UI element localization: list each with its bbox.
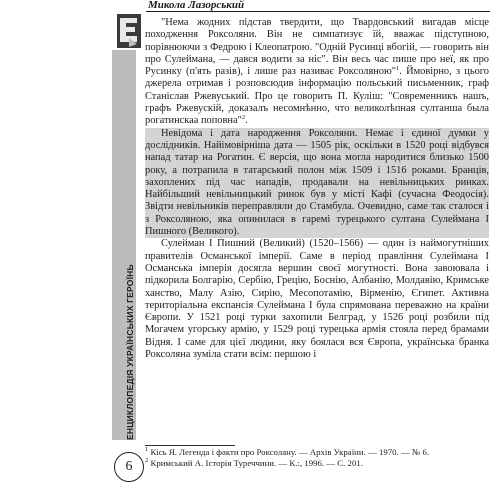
paragraph-1-part-1: "Нема жодних підстав твердити, що Твардовський вигадав місце походження Роксоляни. Він не симпатизує їй, вважає підступною, порівнюючи з Федрою і Клеопатрою. "Одній Русинці вбогій, — говорить він про Сулеймана, — дався водити за ніс". Він весь час пише про неї, як про Русинку (п'ять разів), і лише раз називає Роксоляною" [145,17,489,78]
footnotes [145,447,489,469]
footnote-2-text: Кримський А. Історія Туреччини. — К.:, 1996. — С. 201. [150,458,363,468]
paragraph-1 [145,17,489,128]
header-rule [146,11,490,12]
paragraph-2: Невідома і дата народження Роксоляни. Немає і єдиної думки у дослідників. Найімовірніша дата — 1505 рік, оскільки в 1520 році відбувся напад татар на Рогатин. Є версія, що вона могла народитися близько 1500 року, а потрапила в татарський полон між 1509 і 1516 роками. Бранців, захоплених під час нападів, продавали на невільницьких ринках. Найбільший невільницький ринок був у місті Кафі (сучасна Феодосія). Звідти невільників переправляли до Стамбула. Очевидно, саме так сталося і з Роксоляною, яка опинилася в гаремі турецького султана Сулеймана І Пишного (Великого). [145,127,489,238]
footnote-2 [145,458,489,469]
series-title-vertical: ЕНЦИКЛОПЕДІЯ УКРАЇНСЬКИХ ГЕРОЇНЬ [125,264,135,440]
footnote-1-num: 1 [145,446,149,453]
footnote-ref-1: 1 [396,65,400,73]
main-text [145,17,489,361]
page-number-text: 6 [125,459,133,474]
footnote-rule [145,445,235,446]
footnote-ref-2: 2 [241,114,246,122]
paragraph-1-end: . [245,115,248,127]
footnote-1 [145,447,489,458]
footnote-1-text: Кісь Я. Легенда і факти про Роксолану. — Архів України. — 1970. — № 6. [150,447,430,457]
footnote-2-num: 2 [145,457,149,464]
page-number [114,452,144,482]
paragraph-3: Сулейман І Пишний (Великий) (1520–1566) — один із наймогутніших правителів Османської імперії. Саме в період правління Сулеймана І Османська імперія досягла вершин своєї могутності. Вона завоювала і підкорила Болгарію, Сербію, Грецію, Боснію, Албанію, Молдавію, Кримське ханство, Малу Азію, Сирію, Месопотамію, Вірменію, Єгипет. Активна територіальна експансія Сулеймана І була спрямована переважно на країни Європи. У 1521 році турки захопили Белград, у 1526 році розбили під Могачем угорську армію, у 1529 році турецька армія стояла перед брамами Відня. І саме для цієї людини, яку боялася вся Європа, українська бранка Роксоляна зуміла стати всім: першою і [145,238,489,361]
paragraph-1-part-2: . Ймовірно, з цього джерела отримав і розповсюдив інформацію польський письменник, граф Станіслав Ржевуський. Про це говорить П. Куліш: "Современникъ нашъ, графъ Ржевускій, доказалъ несомнѣнно, что великолѣпная султанша была рогатинскаа поповна" [145,66,490,127]
running-header-author: Микола Лазорський [148,0,248,11]
series-logo-icon [117,14,141,48]
